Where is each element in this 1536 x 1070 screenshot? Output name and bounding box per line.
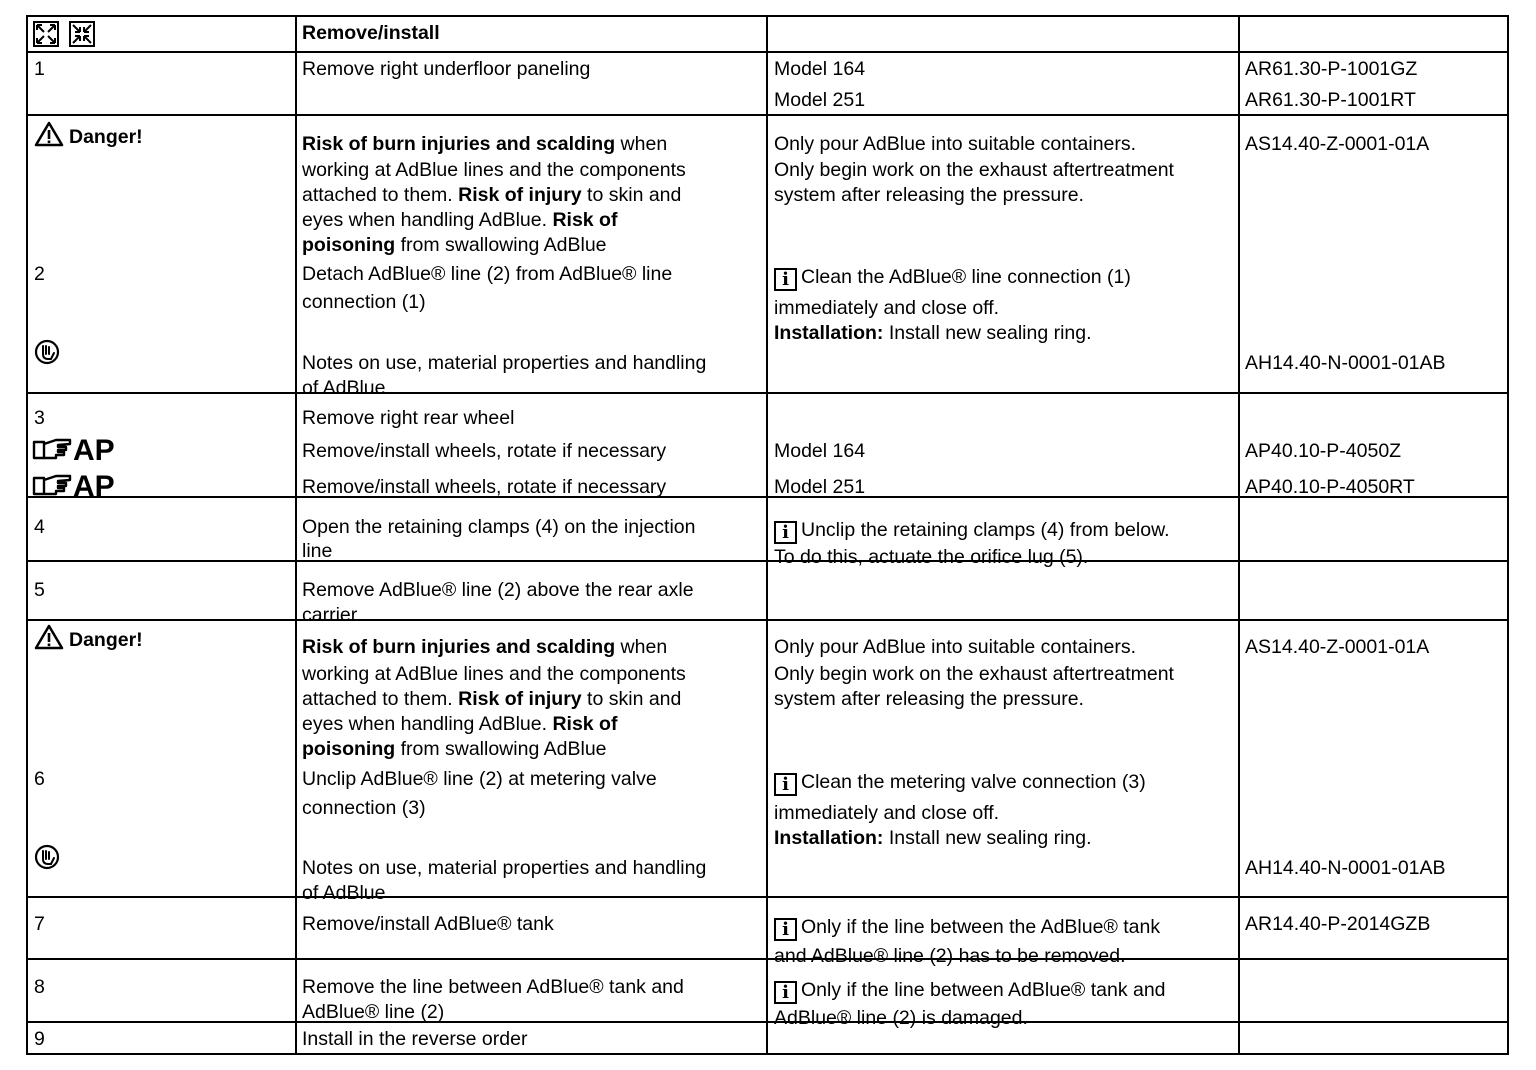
step-action: Remove right rear wheel bbox=[302, 407, 515, 429]
step-action: Unclip AdBlue® line (2) at metering valve bbox=[302, 768, 657, 790]
step-number: 3 bbox=[34, 407, 45, 429]
column-rule bbox=[1238, 15, 1240, 1055]
step-number: 4 bbox=[34, 516, 45, 538]
danger-desc-line bbox=[302, 737, 607, 762]
step-action: Remove/install wheels, rotate if necessary bbox=[302, 476, 667, 498]
step-action: of AdBlue bbox=[302, 882, 386, 904]
step-action: connection (1) bbox=[302, 291, 426, 313]
column-rule bbox=[295, 15, 297, 1055]
step-action: Install in the reverse order bbox=[302, 1028, 528, 1050]
ap-label: AP bbox=[73, 470, 115, 503]
column-rule bbox=[1507, 15, 1509, 1055]
model-label: Model 164 bbox=[774, 440, 866, 462]
text: eyes when handling AdBlue. bbox=[302, 209, 553, 231]
expand-arrows-icon[interactable] bbox=[33, 21, 59, 52]
danger-desc-line bbox=[302, 687, 681, 712]
danger-note: system after releasing the pressure. bbox=[774, 184, 1084, 206]
table-title: Remove/install bbox=[302, 22, 440, 44]
bold-text: Risk of injury bbox=[458, 688, 582, 710]
info-note-line: and AdBlue® line (2) has to be removed. bbox=[774, 945, 1126, 967]
text: Install new sealing ring. bbox=[883, 322, 1092, 344]
step-number: 6 bbox=[34, 768, 45, 790]
text: Install new sealing ring. bbox=[883, 827, 1092, 849]
warning-triangle-icon bbox=[34, 624, 64, 657]
danger-desc-line bbox=[302, 132, 667, 157]
warning-triangle-icon bbox=[34, 121, 64, 154]
bold-text: poisoning bbox=[302, 234, 396, 256]
text: eyes when handling AdBlue. bbox=[302, 713, 553, 735]
danger-note: Only begin work on the exhaust aftertreatment bbox=[774, 663, 1174, 685]
text: when bbox=[615, 133, 668, 155]
procedure-table bbox=[26, 15, 1509, 1055]
notes-hand-icon bbox=[34, 339, 60, 370]
step-action: Remove right underfloor paneling bbox=[302, 58, 591, 80]
danger-desc-line bbox=[302, 183, 681, 208]
info-icon: i bbox=[774, 981, 797, 1004]
danger-desc-line: working at AdBlue lines and the components bbox=[302, 663, 686, 685]
step-action: AdBlue® line (2) bbox=[302, 1001, 445, 1023]
info-note bbox=[774, 915, 1160, 941]
info-note bbox=[774, 978, 1166, 1004]
step-action: connection (3) bbox=[302, 797, 426, 819]
reference-link[interactable]: AP40.10-P-4050RT bbox=[1245, 476, 1415, 498]
text: Only if the line between AdBlue® tank and bbox=[801, 979, 1166, 1001]
text: attached to them. bbox=[302, 688, 459, 710]
reference-link[interactable]: AH14.40-N-0001-01AB bbox=[1245, 352, 1446, 374]
danger-note: Only pour AdBlue into suitable containers. bbox=[774, 636, 1137, 658]
step-action: carrier bbox=[302, 604, 358, 626]
bold-text: Risk of bbox=[552, 209, 618, 231]
text: from swallowing AdBlue bbox=[395, 234, 607, 256]
step-action: Notes on use, material properties and handling bbox=[302, 857, 707, 879]
reference-link[interactable]: AP40.10-P-4050Z bbox=[1245, 440, 1402, 462]
text: attached to them. bbox=[302, 184, 459, 206]
reference-link[interactable]: AR14.40-P-2014GZB bbox=[1245, 913, 1431, 935]
step-action: line bbox=[302, 540, 333, 562]
danger-desc-line bbox=[302, 233, 607, 258]
bold-text: Risk of bbox=[552, 713, 618, 735]
pointing-hand-icon bbox=[32, 472, 72, 498]
info-note-line: To do this, actuate the orifice lug (5). bbox=[774, 546, 1089, 568]
info-note bbox=[774, 770, 1146, 796]
step-action: Remove/install AdBlue® tank bbox=[302, 913, 554, 935]
reference-link[interactable]: AR61.30-P-1001RT bbox=[1245, 89, 1416, 111]
collapse-arrows-icon[interactable] bbox=[69, 21, 95, 52]
danger-label bbox=[34, 624, 143, 657]
step-number: 5 bbox=[34, 579, 45, 601]
model-label: Model 251 bbox=[774, 89, 866, 111]
bold-text: Installation: bbox=[774, 322, 884, 344]
text: Only if the line between the AdBlue® tank bbox=[801, 916, 1161, 938]
info-note-line: immediately and close off. bbox=[774, 297, 1000, 319]
info-icon: i bbox=[774, 521, 797, 544]
danger-note: Only begin work on the exhaust aftertreatment bbox=[774, 159, 1174, 181]
text: Clean the metering valve connection (3) bbox=[801, 771, 1146, 793]
bold-text: Installation: bbox=[774, 827, 884, 849]
danger-desc-line: working at AdBlue lines and the components bbox=[302, 159, 686, 181]
bold-text: Risk of injury bbox=[458, 184, 582, 206]
step-action: Remove/install wheels, rotate if necessary bbox=[302, 440, 667, 462]
step-number: 7 bbox=[34, 913, 45, 935]
text: from swallowing AdBlue bbox=[395, 738, 607, 760]
info-note-line: immediately and close off. bbox=[774, 802, 1000, 824]
info-icon: i bbox=[774, 918, 797, 941]
danger-note: system after releasing the pressure. bbox=[774, 688, 1084, 710]
info-icon: i bbox=[774, 773, 797, 796]
reference-link[interactable]: AS14.40-Z-0001-01A bbox=[1245, 636, 1430, 658]
reference-link[interactable]: AS14.40-Z-0001-01A bbox=[1245, 133, 1430, 155]
ap-label: AP bbox=[73, 434, 115, 467]
info-note bbox=[774, 518, 1170, 544]
bold-text: Risk of burn injuries and scalding bbox=[302, 636, 616, 658]
step-number: 8 bbox=[34, 976, 45, 998]
danger-desc-line bbox=[302, 635, 667, 660]
danger-label bbox=[34, 121, 143, 154]
step-number: 1 bbox=[34, 58, 45, 80]
step-action: Notes on use, material properties and handling bbox=[302, 352, 707, 374]
bold-text: Risk of burn injuries and scalding bbox=[302, 133, 616, 155]
text: Clean the AdBlue® line connection (1) bbox=[801, 266, 1131, 288]
step-number: 9 bbox=[34, 1028, 45, 1050]
danger-text: Danger! bbox=[69, 629, 143, 651]
step-number: 2 bbox=[34, 263, 45, 285]
ap-reference-badge[interactable] bbox=[32, 435, 115, 467]
danger-note: Only pour AdBlue into suitable containers. bbox=[774, 133, 1137, 155]
reference-link[interactable]: AH14.40-N-0001-01AB bbox=[1245, 857, 1446, 879]
info-note-line bbox=[774, 826, 1092, 851]
bold-text: poisoning bbox=[302, 738, 396, 760]
text: to skin and bbox=[581, 688, 682, 710]
danger-text: Danger! bbox=[69, 126, 143, 148]
model-label: Model 251 bbox=[774, 476, 866, 498]
column-rule bbox=[766, 15, 768, 1055]
reference-link[interactable]: AR61.30-P-1001GZ bbox=[1245, 58, 1418, 80]
danger-desc-line bbox=[302, 712, 617, 737]
pointing-hand-icon bbox=[32, 436, 72, 462]
step-action: of AdBlue bbox=[302, 377, 386, 399]
text: Unclip the retaining clamps (4) from below. bbox=[801, 519, 1170, 541]
step-action: Detach AdBlue® line (2) from AdBlue® line bbox=[302, 263, 673, 285]
info-icon: i bbox=[774, 268, 797, 291]
step-action: Remove the line between AdBlue® tank and bbox=[302, 976, 684, 998]
step-action: Remove AdBlue® line (2) above the rear axle bbox=[302, 579, 694, 601]
text: to skin and bbox=[581, 184, 682, 206]
notes-hand-icon bbox=[34, 844, 60, 875]
ap-reference-badge[interactable] bbox=[32, 471, 115, 503]
model-label: Model 164 bbox=[774, 58, 866, 80]
step-action: Open the retaining clamps (4) on the injection bbox=[302, 516, 696, 538]
text: when bbox=[615, 636, 668, 658]
info-note-line bbox=[774, 321, 1092, 346]
column-rule bbox=[26, 15, 28, 1055]
info-note-line: AdBlue® line (2) is damaged. bbox=[774, 1007, 1028, 1029]
info-note bbox=[774, 265, 1131, 291]
danger-desc-line bbox=[302, 208, 617, 233]
